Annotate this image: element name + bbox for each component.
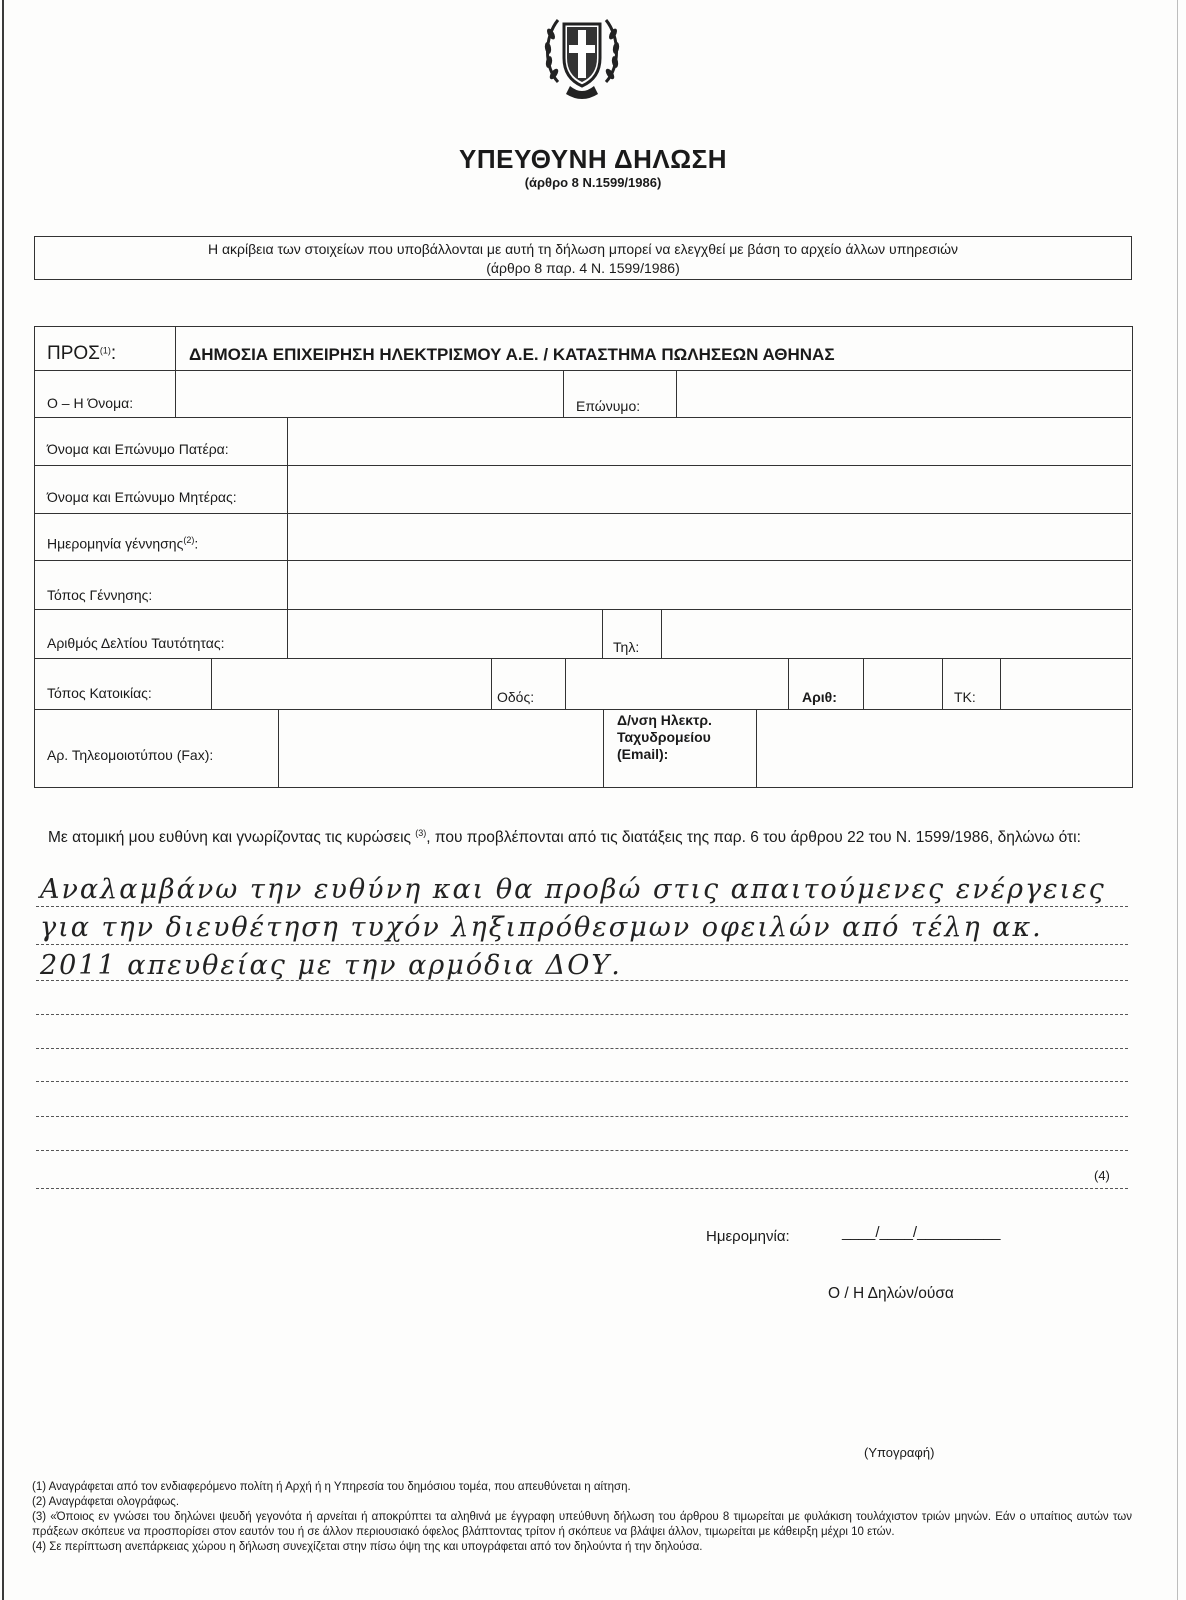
date-label: Ημερομηνία:	[706, 1228, 790, 1245]
dotted-line	[36, 980, 1128, 981]
cell-divider	[756, 709, 757, 787]
personal-data-form	[34, 326, 1133, 788]
birthdate-label: Ημερομηνία γέννησης$^{(2)}$:	[47, 535, 199, 552]
row-divider	[35, 465, 1131, 466]
page-edge	[1177, 0, 1178, 1600]
dotted-line	[36, 1188, 1128, 1189]
cell-divider	[563, 370, 564, 417]
id-card-label: Αριθμός Δελτίου Ταυτότητας:	[47, 635, 225, 651]
declaration-text: Με ατομική μου ευθύνη και γνωρίζοντας τις κυρώσεις $^{(3)}$, που προβλέπονται από τις διατάξεις της παρ. 6 του άρθρου 22 του Ν. 1599/1986, δηλώνω ότι:	[48, 828, 1081, 847]
dotted-line	[36, 1116, 1128, 1117]
cell-divider	[788, 658, 789, 709]
cell-divider	[942, 658, 943, 709]
page-title: ΥΠΕΥΘΥΝΗ ΔΗΛΩΣΗ	[459, 144, 727, 174]
declarant-label: Ο / Η Δηλών/ούσα	[828, 1285, 954, 1302]
cell-divider	[211, 658, 212, 709]
residence-label: Τόπος Κατοικίας:	[47, 685, 152, 701]
surname-label: Επώνυμο:	[576, 398, 641, 414]
handwritten-line: Αναλαμβάνω την ευθύνη και θα προβώ στις απαιτούμενες ενέργειες	[40, 874, 1106, 905]
recipient-value: ΔΗΜΟΣΙΑ ΕΠΙΧΕΙΡΗΣΗ ΗΛΕΚΤΡΙΣΜΟΥ Α.Ε. / ΚΑΤΑΣΤΗΜΑ ΠΩΛΗΣΕΩΝ ΑΘΗΝΑΣ	[189, 345, 835, 364]
cell-divider	[491, 658, 492, 709]
handwritten-line: 2011 απευθείας με την αρμόδια ΔΟΥ.	[40, 950, 622, 981]
cell-divider	[676, 370, 677, 417]
dotted-line	[36, 1081, 1128, 1082]
dotted-line	[36, 1150, 1128, 1151]
dotted-line	[36, 1014, 1128, 1015]
row-divider	[35, 560, 1131, 561]
row-divider	[35, 417, 1131, 418]
cell-divider	[175, 327, 176, 417]
cell-divider	[603, 709, 604, 787]
greek-emblem-icon	[542, 12, 622, 112]
recipient-label: ΠΡΟΣ$^{(1)}$:	[47, 343, 117, 364]
footnote: (3) «Όποιος εν γνώσει του δηλώνει ψευδή γεγονότα ή αρνείται ή αποκρύπτει τα αληθινά με έγγραφη υπεύθυνη δήλωση του άρθρου 8 τιμωρείται με φυλάκιση τουλάχιστον τριών μηνών. Εάν ο υπαίτιος αυτών των πράξεων σκόπευε να προσπορίσει στον εαυτόν του ή σε άλλον περιουσιακό όφελος βλάπτοντας τρίτον ή σκόπευε να βλάψει άλλον, τιμωρείται με κάθειρξη μέχρι 10 ετών.	[32, 1511, 1132, 1538]
street-label: Οδός:	[497, 689, 535, 705]
cell-divider	[565, 658, 566, 709]
footnotes	[32, 1480, 1132, 1555]
signature-label: (Υπογραφή)	[864, 1445, 935, 1460]
handwritten-line: για την διευθέτηση τυχόν ληξιπρόθεσμων οφειλών από τέλη ακ.	[40, 912, 1043, 943]
notice-line: Η ακρίβεια των στοιχείων που υποβάλλονται με αυτή τη δήλωση μπορεί να ελεγχθεί με βάση το αρχείο άλλων υπηρεσιών	[207, 241, 959, 257]
first-name-label: Ο – Η Όνομα:	[47, 395, 134, 411]
row-divider	[35, 609, 1131, 610]
row-divider	[35, 513, 1131, 514]
row-divider	[35, 709, 1131, 710]
cell-divider	[661, 609, 662, 658]
cell-divider	[287, 417, 288, 658]
row-divider	[35, 370, 1131, 371]
footnote: (4) Σε περίπτωση ανεπάρκειας χώρου η δήλωση συνεχίζεται στην πίσω όψη της και υπογράφεται από τον δηλούντα ή την δηλούσα.	[32, 1541, 703, 1553]
footnote: (1) Αναγράφεται από τον ενδιαφερόμενο πολίτη ή Αρχή ή η Υπηρεσία του δημόσιου τομέα, που απευθύνεται η αίτηση.	[32, 1481, 631, 1493]
cell-divider	[1000, 658, 1001, 709]
dotted-line	[36, 1048, 1128, 1049]
fax-label: Αρ. Τηλεομοιοτύπου (Fax):	[47, 747, 214, 763]
street-number-label: Αριθ:	[802, 689, 837, 705]
phone-label: Τηλ:	[613, 639, 640, 655]
dotted-line	[36, 906, 1128, 907]
footnote: (2) Αναγράφεται ολογράφως.	[32, 1496, 180, 1508]
father-name-label: Όνομα και Επώνυμο Πατέρα:	[47, 441, 229, 457]
dotted-line	[36, 944, 1128, 945]
date-field: ____/____/__________	[842, 1224, 1001, 1241]
birthplace-label: Τόπος Γέννησης:	[47, 587, 153, 603]
postcode-label: ΤΚ:	[954, 689, 976, 705]
row-divider	[35, 658, 1131, 659]
notice-line: (άρθρο 8 παρ. 4 Ν. 1599/1986)	[486, 260, 680, 276]
cell-divider	[278, 709, 279, 787]
page-edge	[2, 0, 4, 1600]
cell-divider	[863, 658, 864, 709]
verification-notice	[34, 236, 1132, 280]
mother-name-label: Όνομα και Επώνυμο Μητέρας:	[47, 489, 237, 505]
page-subtitle: (άρθρο 8 Ν.1599/1986)	[524, 175, 662, 190]
footnote-ref: (4)	[1094, 1168, 1110, 1183]
email-label: Δ/νση Ηλεκτρ. Ταχυδρομείου (Email):	[617, 712, 712, 762]
cell-divider	[602, 609, 603, 658]
